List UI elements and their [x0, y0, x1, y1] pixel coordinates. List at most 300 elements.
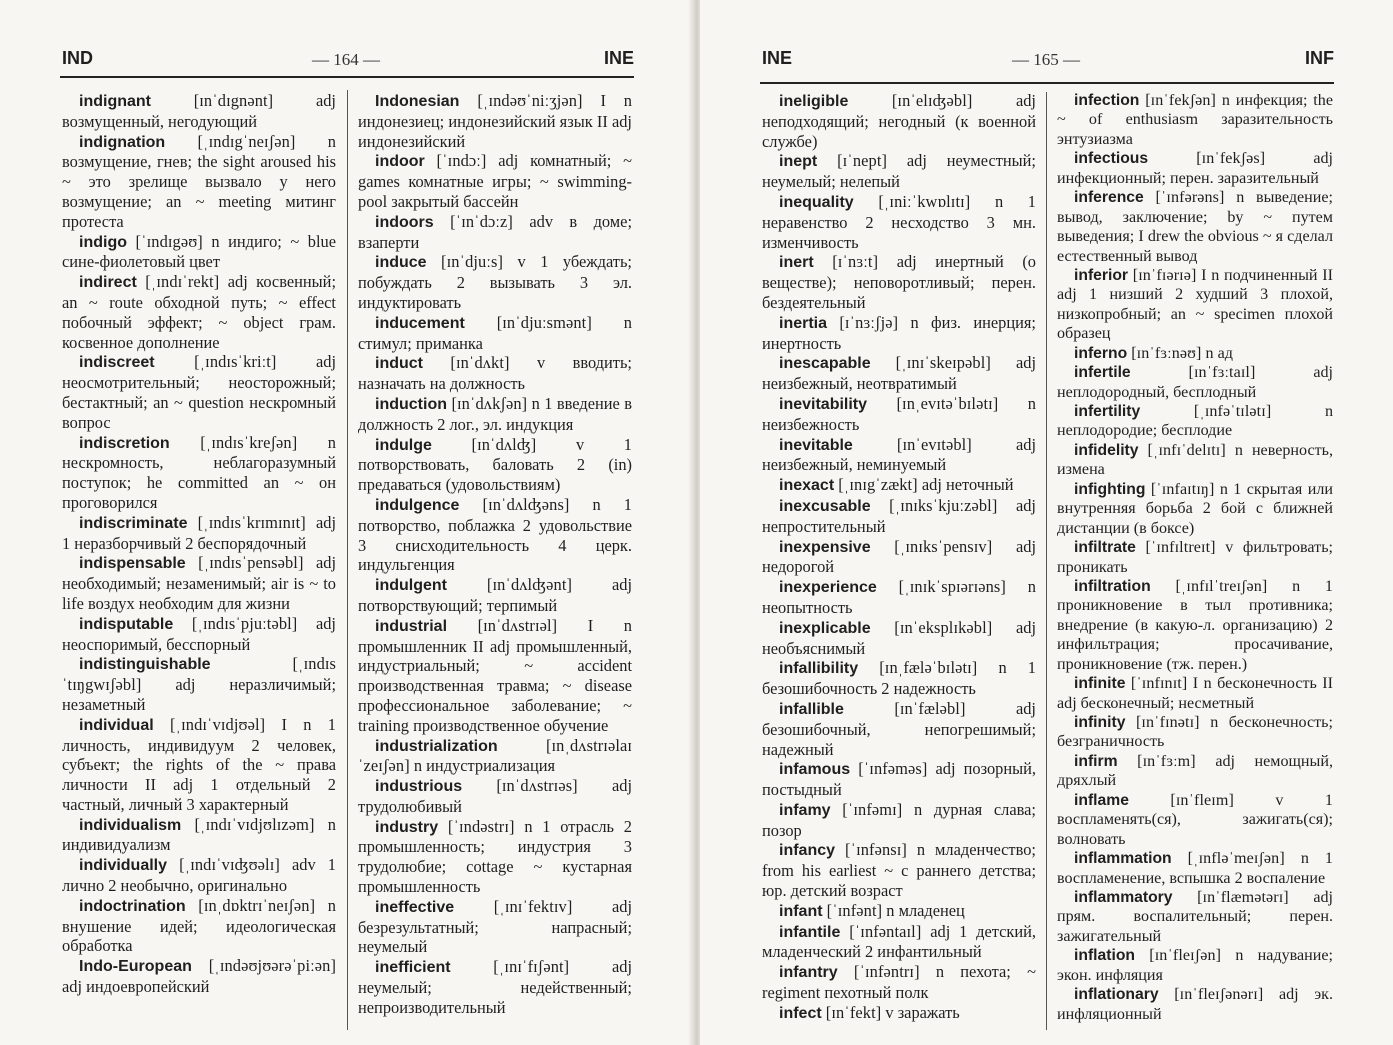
headword: infinity — [1074, 714, 1126, 731]
transcription: [ɪnˈdjuːs] — [441, 252, 504, 272]
headword: inexact — [779, 477, 835, 495]
transcription: [ˌɪnɪgˈzækt] — [838, 475, 918, 495]
definition: v 1 убеждать; побуждать 2 вызывать 3 эл. индуктировать — [358, 252, 632, 312]
definition: adj позорный, постыдный — [762, 759, 1036, 800]
transcription: [ˌɪnɪkˈspɪərɪəns] — [898, 577, 1006, 597]
headword: inexperience — [779, 579, 877, 597]
headword: inducement — [375, 314, 465, 332]
definition: adj недорогой — [762, 536, 1036, 577]
headword: infiltration — [1074, 577, 1151, 595]
transcription: [ɪnˈdʌkt] — [450, 353, 510, 373]
headword: infallibility — [779, 660, 859, 678]
headword: infighting — [1074, 480, 1146, 498]
page-header — [62, 48, 634, 76]
dictionary-entry — [1057, 188, 1333, 266]
dictionary-entry — [1057, 91, 1333, 149]
definition: n 1 отрасль 2 промышленность; индустрия 3 трудолюбие; cottage ~ кустарная промышленность — [358, 816, 632, 897]
transcription: [ɪnˈfleɪm] — [1170, 791, 1234, 809]
headword: indirect — [79, 274, 137, 292]
headword: inflationary — [1074, 986, 1159, 1004]
transcription: [ˌɪnfɪlˈtreɪʃən] — [1175, 577, 1268, 595]
definition: adj инертный (о веществе); неповоротливый; перен. бездеятельный — [762, 252, 1036, 312]
definition: n ад — [1205, 344, 1233, 362]
transcription: [ɪnˈelɪʤəbl] — [891, 91, 973, 110]
headword: industrialization — [375, 737, 498, 755]
definition: v фильтровать; проникать — [1057, 539, 1334, 576]
transcription: [ɪnˌevɪtəˈbɪlətɪ] — [896, 393, 999, 413]
transcription: [ɪnˈfleɪʃən] — [1149, 947, 1222, 965]
transcription: [ɪˈnɜːʃjə] — [839, 312, 899, 332]
definition: n выведение; вывод, заключение; by ~ путем выведения; I drew the obvious ~ я сделал естественный вывод — [1057, 189, 1333, 265]
definition: adj неумелый; недейственный; непроизводительный — [358, 957, 632, 1017]
dictionary-entry — [1057, 480, 1333, 538]
dictionary-entry — [762, 759, 1036, 800]
dictionary-entry — [1057, 441, 1333, 480]
transcription: [ˌɪndɪˈvɪdjʊlɪzəm] — [194, 814, 315, 834]
headword: indoctrination — [79, 897, 186, 915]
definition: adj косвенный; an ~ route обходной путь; ~ effect побочный эффект; ~ object грам. косвенное дополнение — [62, 272, 336, 352]
dictionary-entry — [1057, 713, 1333, 752]
definition: adj неплодородный, бесплодный — [1057, 364, 1333, 401]
headword: inept — [779, 153, 818, 171]
dictionary-entry — [62, 132, 336, 232]
dictionary-entry — [358, 252, 632, 312]
transcription: [ɪnˈeksplɪkəbl] — [894, 617, 993, 637]
headword: inescapable — [779, 355, 871, 373]
headword: inferno — [1074, 344, 1128, 362]
dictionary-entry — [62, 352, 336, 432]
headword: indiscriminate — [79, 514, 188, 532]
definition: adj трудолюбивый — [358, 776, 632, 816]
page-number: — 165 — — [1012, 50, 1080, 69]
headword: infamy — [779, 801, 831, 819]
definition: I n индонезиец; индонезийский язык II adj индонезийский — [358, 91, 632, 151]
transcription: [ˌɪnɪˈfektɪv] — [493, 896, 573, 916]
column-left — [762, 91, 1036, 1024]
dictionary-entry — [358, 435, 632, 495]
dictionary-entry — [1057, 985, 1333, 1024]
dictionary-entry — [762, 800, 1036, 841]
transcription: [ˌɪnɪksˈpensɪv] — [894, 536, 993, 556]
dictionary-entry — [358, 313, 632, 354]
dictionary-entry — [1057, 791, 1333, 849]
definition: n индиго; ~ blue сине-фиолетовый цвет — [62, 231, 336, 272]
dictionary-entry — [62, 272, 336, 352]
definition: n 1 введение в должность 2 лог., эл. индукция — [358, 393, 632, 434]
dictionary-entry — [762, 496, 1036, 537]
column-divider — [347, 90, 348, 1030]
definition: n бесконечность; безграничность — [1057, 714, 1333, 751]
transcription: [ɪˈnɜːt] — [832, 252, 879, 272]
transcription: [ˌɪndɪsˈtɪŋgwɪʃəbl] — [62, 654, 336, 695]
headword: indulgence — [375, 496, 460, 514]
right-page — [700, 0, 1393, 1045]
headword: indiscretion — [79, 434, 170, 452]
guide-word-last: INE — [603, 48, 634, 68]
definition: adj неоспоримый, бесспорный — [62, 613, 336, 654]
headword: inflammation — [1074, 850, 1172, 868]
headword: infertility — [1074, 403, 1141, 420]
definition: n 1 проникновение в тыл противника; внедрение (в какую-л. организацию) 2 инфильтрация; просачивание, проникновение (тж. перен.) — [1057, 577, 1333, 673]
definition: adj неразличимый; незаметный — [62, 675, 336, 714]
headword: indoor — [375, 153, 425, 171]
headword: industrial — [375, 617, 448, 635]
dictionary-entry — [762, 192, 1036, 252]
headword: individualism — [79, 816, 182, 834]
page-number: — 164 — — [312, 50, 380, 69]
transcription: [ˈɪnˈdɔːz] — [450, 211, 513, 231]
dictionary-entry — [762, 577, 1036, 618]
transcription: [ˌɪniːˈkwɒlɪtɪ] — [878, 191, 971, 211]
headword: indulgent — [375, 577, 447, 595]
headword: inertia — [779, 314, 828, 332]
dictionary-entry — [762, 252, 1036, 312]
definition: adj инфекционный; перен. заразительный — [1057, 150, 1333, 187]
definition: n индивидуализм — [62, 814, 336, 855]
headword: inevitable — [779, 436, 853, 454]
dictionary-entry — [1057, 946, 1333, 985]
transcription: [ˈɪnfɪltreɪt] — [1145, 539, 1216, 557]
dictionary-entry — [762, 901, 1036, 922]
definition: adj 1 неразборчивый 2 беспорядочный — [62, 512, 336, 553]
headword: infect — [779, 1004, 822, 1022]
definition: I n бесконечность II adj бесконечный; несметный — [1057, 675, 1334, 712]
headword: industry — [375, 818, 439, 836]
dictionary-entry — [762, 394, 1036, 435]
headword: inert — [779, 254, 814, 272]
headword: individually — [79, 857, 168, 875]
transcription: [ɪˈnept] — [837, 151, 888, 171]
transcription: [ˌɪnfɪˈdelɪtɪ] — [1147, 441, 1226, 459]
transcription: [ɪnˈdʌkʃən] — [451, 393, 528, 413]
transcription: [ˌɪnɪˈskeɪpəbl] — [895, 353, 991, 373]
dictionary-entry — [358, 495, 632, 575]
header-rule — [760, 82, 1334, 84]
dictionary-entry — [358, 817, 632, 897]
transcription: [ɪnˌdɒktrɪˈneɪʃən] — [198, 895, 316, 915]
headword: induce — [375, 254, 427, 272]
transcription: [ɪnˈfæləbl] — [894, 698, 966, 718]
transcription: [ˈɪnfəməs] — [858, 759, 928, 779]
headword: ineligible — [779, 93, 849, 110]
definition: adj неуместный; неумелый; нелепый — [762, 151, 1036, 192]
headword: induct — [375, 355, 423, 373]
definition: n индустриализация — [413, 756, 556, 776]
transcription: [ɪnˈfɪnətɪ] — [1135, 714, 1200, 731]
headword: induction — [375, 395, 447, 413]
transcription: [ɪnˈfekʃəs] — [1196, 150, 1266, 168]
transcription: [ɪnˈdjuːsmənt] — [496, 312, 592, 332]
headword: infectious — [1074, 150, 1149, 168]
definition: v вводить; назначать на должность — [358, 353, 632, 394]
dictionary-entry — [1057, 344, 1333, 363]
headword: infirm — [1074, 752, 1118, 770]
headword: infidelity — [1074, 441, 1139, 459]
headword: inflame — [1074, 791, 1129, 809]
transcription: [ɪnˈdʌlʤəns] — [482, 494, 570, 514]
dictionary-entry — [762, 658, 1036, 699]
transcription: [ˌɪnfləˈmeɪʃən] — [1187, 850, 1285, 868]
definition: n пехота; ~ regiment пехотный полк — [762, 962, 1036, 1003]
definition: I n 1 личность, индивидуум 2 человек, субъект; the rights of the ~ права личности II adj 1 отдельный 2 частный, личный 3 характерный — [62, 714, 336, 814]
definition: n стимул; приманка — [358, 312, 632, 353]
headword: indignant — [79, 93, 151, 110]
dictionary-entry — [358, 736, 632, 777]
dictionary-entry — [762, 313, 1036, 354]
definition: n неопытность — [762, 577, 1036, 617]
definition: adj 1 детский, младенческий 2 инфантильный — [762, 921, 1036, 962]
dictionary-entry — [358, 616, 632, 736]
transcription: [ˌɪnɪksˈkjuːzəbl] — [889, 495, 998, 515]
transcription: [ˌɪndɪˈvɪʤʊəlɪ] — [179, 855, 280, 875]
dictionary-entry — [62, 91, 336, 132]
transcription: [ˈɪnfənt] — [826, 900, 883, 920]
headword: inexcusable — [779, 497, 871, 515]
definition: n возмущение, гнев; the sight aroused his ~ это зрелище вызвало у него возмущение; an ~ meeting митинг протеста — [62, 131, 336, 231]
transcription: [ɪnˈevɪtəbl] — [896, 434, 972, 454]
transcription: [ˌɪndɪsˈpjuːtəbl] — [191, 613, 298, 633]
dictionary-entry — [762, 91, 1036, 151]
headword: ineffective — [375, 898, 455, 916]
headword: inexpensive — [779, 538, 871, 556]
dictionary-entry — [762, 475, 1036, 496]
column-left — [62, 91, 336, 997]
definition: n 1 неравенство 2 несходство 3 мн. изменчивость — [762, 191, 1036, 252]
dictionary-entry — [358, 353, 632, 394]
transcription: [ˈɪnfɪnɪt] — [1130, 675, 1188, 693]
dictionary-entry — [358, 897, 632, 957]
headword: indignation — [79, 133, 166, 151]
dictionary-entry — [762, 151, 1036, 192]
transcription: [ˈɪndɪgəʊ] — [135, 231, 203, 251]
definition: adj неподходящий; негодный (к военной службе) — [762, 91, 1036, 151]
dictionary-entry — [62, 855, 336, 896]
headword: infinite — [1074, 675, 1126, 693]
headword: indistinguishable — [79, 656, 211, 674]
headword: indigo — [79, 233, 127, 251]
definition: adj неосмотрительный; неосторожный; бестактный; an ~ question нескромный вопрос — [62, 352, 336, 432]
transcription: [ɪnˈdɪgnənt] — [193, 91, 274, 110]
transcription: [ɪnˈfɜːtaɪl] — [1188, 364, 1256, 382]
headword: inequality — [779, 193, 854, 211]
transcription: [ɪnˈdʌlʤənt] — [486, 575, 573, 595]
transcription: [ɪnˈfekt] — [825, 1002, 882, 1022]
dictionary-entry — [762, 537, 1036, 578]
definition: n младенчество; from his earliest ~ с раннего детства; юр. детский возраст — [762, 840, 1036, 901]
definition: adj неточный — [921, 475, 1014, 495]
column-right — [358, 91, 632, 1018]
definition: n нескромность, неблагоразумный поступок; he committed an ~ он проговорился — [62, 432, 336, 512]
dictionary-entry — [762, 962, 1036, 1003]
definition: n неплодородие; бесплодие — [1057, 403, 1333, 440]
dictionary-entry — [1057, 577, 1333, 674]
definition: adj неизбежный, неотвратимый — [762, 353, 1036, 394]
definition: n инфекция; the ~ of enthusiasm заразительность энтузиазма — [1057, 92, 1333, 148]
transcription: [ˌɪndɪsˈkrɪmɪnɪt] — [197, 512, 306, 532]
dictionary-entry — [358, 957, 632, 1017]
transcription: [ˌɪndɪgˈneɪʃən] — [197, 131, 296, 151]
definition: adj немощный, дряхлый — [1057, 752, 1333, 790]
transcription: [ˈɪnfaɪtɪŋ] — [1150, 480, 1215, 498]
transcription: [ɪnˈfɜːm] — [1137, 752, 1196, 770]
definition: adj прям. воспалительный; перен. зажигательный — [1057, 888, 1333, 945]
definition: adj непростительный — [762, 495, 1036, 536]
guide-word-first: INE — [762, 48, 793, 68]
transcription: [ˌɪnfəˈtɪlətɪ] — [1193, 403, 1272, 420]
headword: infant — [779, 902, 823, 920]
transcription: [ɪnˌdʌstrɪəlaɪˈzeɪʃən] — [358, 735, 632, 776]
transcription: [ˌɪndɪsˈkriːt] — [194, 352, 277, 372]
headword: indulge — [375, 436, 432, 454]
definition: n внушение идей; идеологическая обработка — [62, 895, 336, 956]
transcription: [ɪnˈfɪərɪə] — [1132, 266, 1197, 284]
headword: individual — [79, 716, 154, 734]
dictionary-entry — [762, 840, 1036, 900]
dictionary-entry — [62, 715, 336, 815]
definition: adj неизбежный, неминуемый — [762, 434, 1036, 475]
definition: n 1 воспламенение, вспышка 2 воспаление — [1057, 850, 1333, 887]
transcription: [ˈɪnfərəns] — [1155, 189, 1225, 207]
headword: inevitability — [779, 395, 868, 413]
dictionary-entry — [62, 896, 336, 956]
dictionary-entry — [62, 232, 336, 273]
dictionary-entry — [1057, 402, 1333, 441]
definition: n младенец — [886, 900, 965, 920]
dictionary-entry — [358, 91, 632, 151]
definition: I n подчиненный II adj 1 низший 2 худший 3 плохой, низкопробный; an ~ specimen плохой образец — [1057, 266, 1333, 343]
definition: adj комнатный; ~ games комнатные игры; ~ swimming-pool закрытый бассейн — [358, 151, 632, 211]
definition: adv 1 лично 2 необычно, оригинально — [62, 855, 336, 896]
definition: adj необъяснимый — [762, 617, 1036, 658]
transcription: [ˌɪndəʊjʊərəˈpiːən] — [208, 956, 336, 976]
dictionary-entry — [358, 394, 632, 435]
headword: inflammatory — [1074, 888, 1173, 906]
headword: indoors — [375, 213, 434, 231]
transcription: [ɪnˈdʌlʤ] — [471, 434, 537, 454]
dictionary-entry — [1057, 849, 1333, 888]
headword: industrious — [375, 778, 463, 796]
headword: inexplicable — [779, 619, 871, 637]
definition: n 1 потворство, поблажка 2 удовольствие 3 снисходительность 4 церк. индульгенция — [358, 494, 632, 575]
dictionary-entry — [1057, 266, 1333, 344]
dictionary-entry — [762, 618, 1036, 659]
transcription: [ˌɪndɪsˈkreʃən] — [200, 432, 298, 452]
dictionary-entry — [62, 815, 336, 856]
definition: adv в доме; взаперти — [358, 211, 632, 252]
transcription: [ˈɪnfəntaɪl] — [849, 921, 922, 941]
definition: n 1 безошибочность 2 надежность — [762, 658, 1036, 699]
dictionary-entry — [762, 922, 1036, 963]
headword: infection — [1074, 92, 1140, 109]
column-right — [1057, 91, 1333, 1024]
transcription: [ɪnˌfæləˈbɪlətɪ] — [879, 658, 978, 678]
dictionary-entry — [1057, 363, 1333, 402]
headword: indiscreet — [79, 354, 155, 372]
column-divider — [1046, 92, 1047, 1030]
definition: n неверность, измена — [1057, 441, 1333, 479]
dictionary-entry — [762, 353, 1036, 394]
transcription: [ˌɪndɪsˈpensəbl] — [198, 553, 304, 573]
transcription: [ˈɪnfəntrɪ] — [853, 962, 920, 982]
transcription: [ɪnˈflæmətərɪ] — [1197, 888, 1289, 906]
dictionary-entry — [358, 212, 632, 253]
transcription: [ˌɪndəʊˈniːʒjən] — [477, 91, 583, 110]
header-rule — [60, 76, 634, 78]
definition: v заражать — [885, 1002, 960, 1022]
transcription: [ˈɪndəstrɪ] — [447, 816, 515, 836]
transcription: [ˈɪndɔː] — [436, 151, 487, 171]
definition: adj индоевропейский — [62, 977, 210, 997]
transcription: [ɪnˈdʌstrɪəl] — [477, 615, 558, 635]
headword: infallible — [779, 700, 844, 718]
dictionary-entry — [358, 151, 632, 211]
dictionary-entry — [1057, 752, 1333, 791]
definition: adj безрезультатный; напрасный; неумелый — [358, 896, 632, 957]
definition: adj возмущенный, негодующий — [62, 91, 336, 131]
guide-word-last: INF — [1305, 48, 1334, 68]
dictionary-entry — [358, 776, 632, 817]
definition: n неизбежность — [762, 393, 1036, 434]
dictionary-entry — [762, 699, 1036, 759]
headword: inference — [1074, 189, 1144, 207]
definition: n надувание; экон. инфляция — [1057, 947, 1333, 984]
dictionary-entry — [62, 614, 336, 655]
definition: adj потворствующий; терпимый — [358, 575, 632, 615]
headword: Indo-European — [79, 958, 192, 976]
definition: adj эк. инфляционный — [1057, 986, 1334, 1023]
transcription: [ˈɪnfənsɪ] — [844, 840, 907, 860]
dictionary-entry — [62, 553, 336, 613]
headword: Indonesian — [375, 93, 460, 110]
transcription: [ɪnˈfekʃən] — [1145, 92, 1217, 109]
transcription: [ˌɪndɪˈvɪdjʊəl] — [170, 714, 266, 734]
definition: n физ. инерция; инертность — [762, 312, 1036, 353]
headword: indisputable — [79, 615, 174, 633]
headword: indispensable — [79, 555, 186, 573]
headword: infancy — [779, 842, 836, 860]
headword: infantile — [779, 923, 841, 941]
dictionary-entry — [762, 435, 1036, 476]
definition: adj необходимый; незаменимый; air is ~ to life воздух необходим для жизни — [62, 553, 336, 613]
transcription: [ˌɪnɪˈfɪʃənt] — [493, 957, 570, 977]
headword: infantry — [779, 964, 838, 982]
definition: I n промышленник II adj промышленный, индустриальный; ~ accident производственная травма; ~ disease профессиональное заболевание; ~ training производственное обучение — [358, 615, 632, 735]
transcription: [ɪnˈdʌstrɪəs] — [496, 776, 578, 796]
definition: n 1 скрытая или внутренняя борьба 2 бой с ближней дистанции (в боксе) — [1057, 480, 1333, 537]
headword: infamous — [779, 761, 851, 779]
dictionary-entry — [62, 513, 336, 554]
dictionary-entry — [1057, 888, 1333, 946]
dictionary-entry — [358, 575, 632, 616]
transcription: [ˈɪnfəmɪ] — [842, 799, 903, 819]
dictionary-entry — [1057, 538, 1333, 577]
dictionary-entry — [62, 654, 336, 714]
headword: inflation — [1074, 947, 1135, 965]
dictionary-entry — [1057, 149, 1333, 188]
guide-word-first: IND — [62, 48, 93, 68]
headword: inferior — [1074, 266, 1129, 284]
dictionary-entry — [762, 1003, 1036, 1024]
transcription: [ɪnˈfleɪʃənərɪ] — [1174, 986, 1264, 1004]
dictionary-entry — [62, 433, 336, 513]
definition: v 1 потворствовать, баловать 2 (in) предаваться (удовольствиям) — [358, 434, 632, 495]
transcription: [ˌɪndɪˈrekt] — [145, 272, 220, 292]
headword: inefficient — [375, 959, 451, 977]
definition: v 1 воспламенять(ся), зажигать(ся); волновать — [1057, 791, 1333, 848]
left-page — [0, 0, 692, 1045]
dictionary-entry — [62, 956, 336, 997]
transcription: [ɪnˈfɜːnəʊ] — [1131, 344, 1202, 362]
